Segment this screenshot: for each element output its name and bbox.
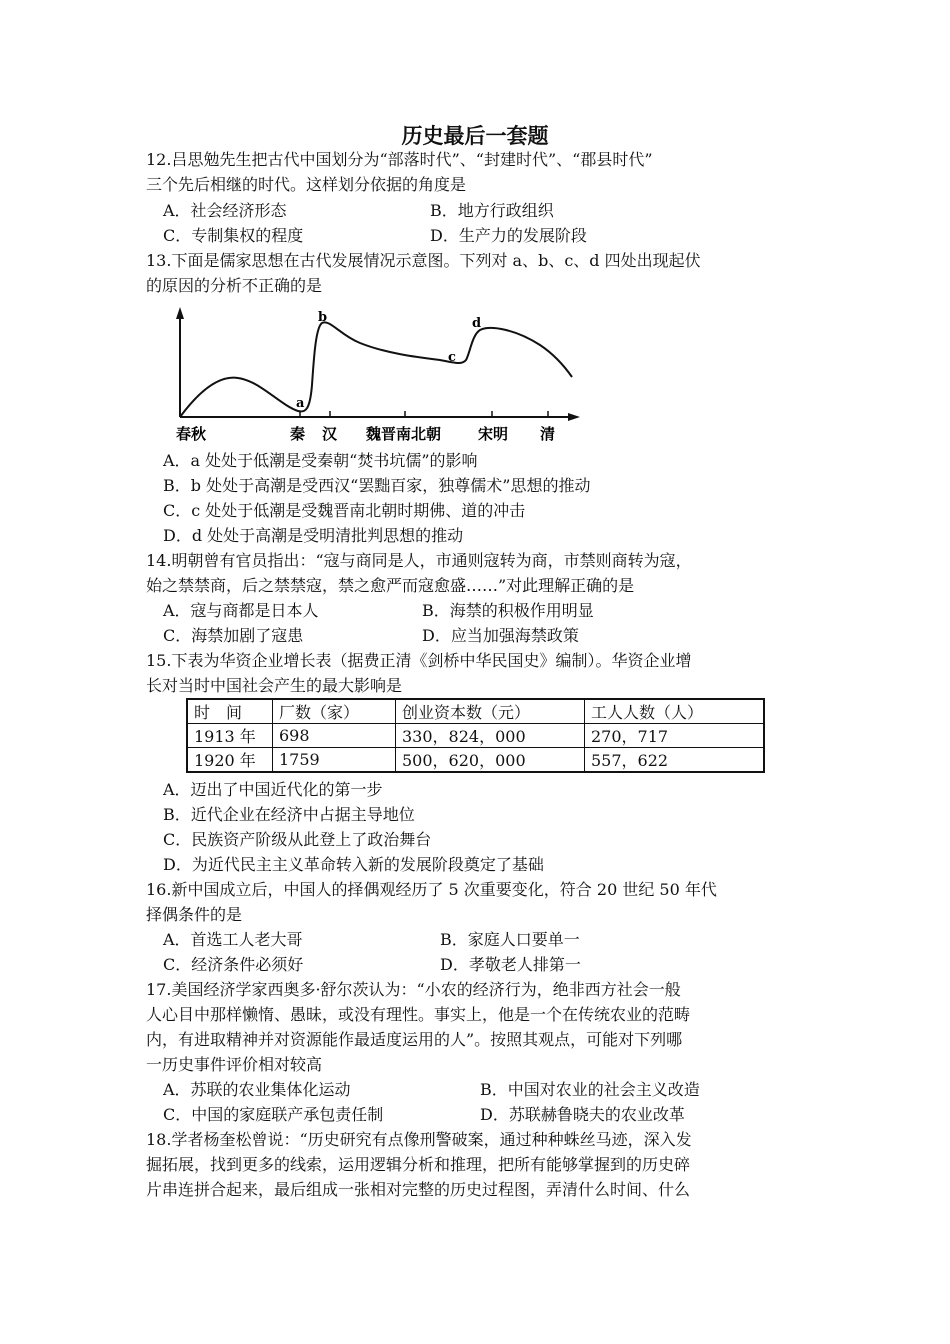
q16-option-b[interactable]: B．家庭人口要单一 [440,930,580,949]
axis-label-qin: 秦 [290,425,306,443]
q16-stem-line1: 16.新中国成立后，中国人的择偶观经历了 5 次重要变化，符合 20 世纪 50 年代 [146,880,717,899]
table-cell: 270，717 [585,724,765,748]
point-label-c: c [448,350,456,365]
point-label-d: d [472,316,482,331]
table-header-cell: 时 间 [187,699,273,724]
confucianism-development-diagram [170,305,590,445]
q14-option-d[interactable]: D．应当加强海禁政策 [422,626,579,645]
q18-stem-line2: 掘拓展，找到更多的线索，运用逻辑分析和推理，把所有能够掌握到的历史碎 [146,1155,691,1174]
table-row [187,748,764,773]
q16-stem-line2: 择偶条件的是 [146,905,243,924]
q13-option-c[interactable]: C．c 处处于低潮是受魏晋南北朝时期佛、道的冲击 [163,501,526,520]
q15-option-b[interactable]: B．近代企业在经济中占据主导地位 [163,805,415,824]
q15-stem-line1: 15.下表为华资企业增长表（据费正清《剑桥中华民国史》编制）。华资企业增 [146,651,692,670]
q17-option-a[interactable]: A．苏联的农业集体化运动 [163,1080,351,1099]
q14-option-b[interactable]: B．海禁的积极作用明显 [422,601,594,620]
y-axis-arrow [176,307,184,319]
q12-option-c[interactable]: C．专制集权的程度 [163,226,304,245]
enterprise-growth-table [186,698,765,773]
q14-stem-line2: 始之禁禁商，后之禁禁寇，禁之愈严而寇愈盛……”对此理解正确的是 [146,576,635,595]
x-axis-arrow [568,413,580,421]
q13-option-a[interactable]: A．a 处处于低潮是受秦朝“焚书坑儒”的影响 [163,451,478,470]
q14-option-a[interactable]: A．寇与商都是日本人 [163,601,319,620]
q17-stem-line1: 17.美国经济学家西奥多·舒尔茨认为：“小农的经济行为，绝非西方社会一般 [146,980,681,999]
q17-option-d[interactable]: D．苏联赫鲁晓夫的农业改革 [480,1105,685,1124]
q12-option-a[interactable]: A．社会经济形态 [163,201,287,220]
q18-stem-line3: 片串连拼合起来，最后组成一张相对完整的历史过程图，弄清什么时间、什么 [146,1180,691,1199]
table-header-cell: 工人人数（人） [585,699,765,724]
axis-label-qing: 清 [540,425,556,443]
table-row [187,724,764,748]
table-header-cell: 厂数（家） [273,699,396,724]
q12-stem-line1: 12.吕思勉先生把古代中国划分为“部落时代”、“封建时代”、“郡县时代” [146,150,653,169]
axis-label-songming: 宋明 [478,425,509,443]
q16-option-a[interactable]: A．首选工人老大哥 [163,930,303,949]
q15-stem-line2: 长对当时中国社会产生的最大影响是 [146,676,403,695]
q12-stem-line2: 三个先后相继的时代。这样划分依据的角度是 [146,175,467,194]
table-cell: 1920 年 [187,748,273,773]
q17-stem-line2: 人心目中那样懒惰、愚昧，或没有理性。事实上，他是一个在传统农业的范畴 [146,1005,691,1024]
table-cell: 500，620，000 [396,748,585,773]
trend-curve [180,322,572,417]
table-cell: 330，824，000 [396,724,585,748]
q15-option-a[interactable]: A．迈出了中国近代化的第一步 [163,780,383,799]
page-title: 历史最后一套题 [401,124,549,148]
q13-option-d[interactable]: D．d 处处于高潮是受明清批判思想的推动 [163,526,464,545]
q12-option-b[interactable]: B．地方行政组织 [430,201,554,220]
table-header-cell: 创业资本数（元） [396,699,585,724]
q12-option-d[interactable]: D．生产力的发展阶段 [430,226,587,245]
table-cell: 1913 年 [187,724,273,748]
axis-label-chunqiu: 春秋 [176,425,207,443]
point-label-b: b [318,310,328,325]
q17-option-c[interactable]: C．中国的家庭联产承包责任制 [163,1105,384,1124]
q16-option-c[interactable]: C．经济条件必须好 [163,955,304,974]
q13-stem-line2: 的原因的分析不正确的是 [146,276,323,295]
q14-stem-line1: 14.明朝曾有官员指出：“寇与商同是人，市通则寇转为商，市禁则商转为寇， [146,551,692,570]
q16-option-d[interactable]: D．孝敬老人排第一 [440,955,581,974]
axis-label-han: 汉 [322,425,338,443]
q14-option-c[interactable]: C．海禁加剧了寇患 [163,626,304,645]
q13-option-b[interactable]: B．b 处处于高潮是受西汉“罢黜百家，独尊儒术”思想的推动 [163,476,591,495]
q17-option-b[interactable]: B．中国对农业的社会主义改造 [480,1080,700,1099]
q18-stem-line1: 18.学者杨奎松曾说：“历史研究有点像刑警破案，通过种种蛛丝马迹，深入发 [146,1130,692,1149]
q17-stem-line3: 内，有进取精神并对资源能作最适度运用的人”。按照其观点，可能对下列哪 [146,1030,683,1049]
table-cell: 698 [273,724,396,748]
q17-stem-line4: 一历史事件评价相对较高 [146,1055,323,1074]
table-cell: 1759 [273,748,396,773]
axis-label-weijin: 魏晋南北朝 [366,425,442,443]
table-cell: 557，622 [585,748,765,773]
q15-option-c[interactable]: C．民族资产阶级从此登上了政治舞台 [163,830,432,849]
q15-option-d[interactable]: D．为近代民主主义革命转入新的发展阶段奠定了基础 [163,855,544,874]
table-header-row [187,699,764,724]
q13-stem-line1: 13.下面是儒家思想在古代发展情况示意图。下列对 a、b、c、d 四处出现起伏 [146,251,701,270]
point-label-a: a [296,396,305,411]
